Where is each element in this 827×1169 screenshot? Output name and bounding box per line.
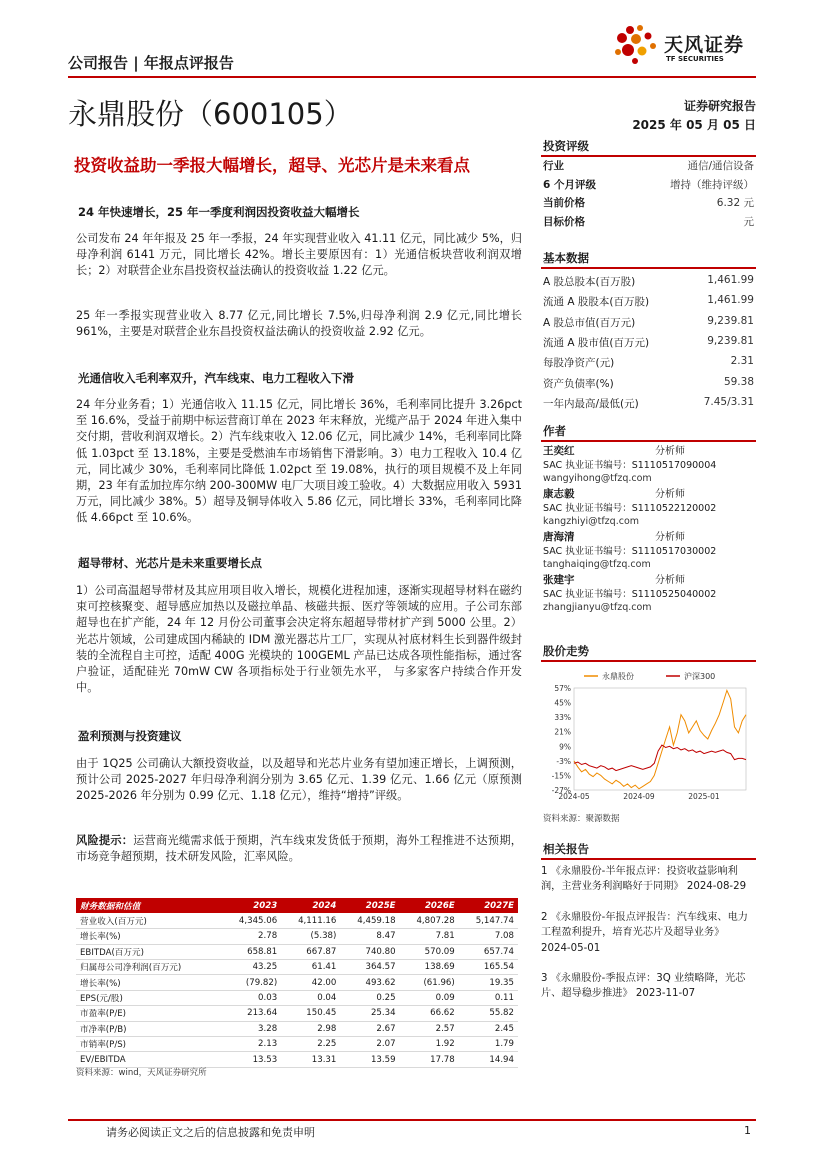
row-label: 营业收入(百万元) bbox=[76, 913, 222, 928]
author-cert: SAC 执业证书编号：S1110525040002 bbox=[543, 588, 717, 600]
report-date: 2025 年 05 月 05 日 bbox=[632, 118, 756, 132]
related-rule bbox=[541, 858, 756, 860]
kv-label: 流通 A 股市值(百万元) bbox=[543, 336, 650, 349]
authors-rule bbox=[541, 440, 756, 442]
kv-label: 行业 bbox=[543, 160, 564, 172]
table-cell: 66.62 bbox=[400, 1006, 459, 1021]
author-email[interactable]: wangyihong@tfzq.com bbox=[543, 473, 652, 484]
table-cell: 8.47 bbox=[340, 929, 399, 944]
kv-value: 7.45/3.31 bbox=[703, 395, 754, 408]
kv-label: 资产负债率(%) bbox=[543, 377, 614, 390]
header-rule bbox=[68, 76, 756, 78]
kv-row bbox=[543, 274, 754, 289]
section-2-title: 光通信收入毛利率双升，汽车线束、电力工程收入下滑 bbox=[78, 371, 354, 385]
related-title: 相关报告 bbox=[543, 842, 589, 856]
table-cell: 657.74 bbox=[459, 944, 518, 959]
table-cell: 0.25 bbox=[340, 990, 399, 1005]
table-cell: 2.45 bbox=[459, 1021, 518, 1036]
year-header: 2027E bbox=[459, 898, 518, 913]
author-cert: SAC 执业证书编号：S1110517090004 bbox=[543, 459, 717, 471]
kv-value: 1,461.99 bbox=[707, 274, 754, 286]
section-3-title: 超导带材、光芯片是未来重要增长点 bbox=[78, 556, 262, 570]
kv-row bbox=[543, 294, 754, 309]
y-tick-label: -3% bbox=[556, 756, 571, 766]
x-tick-label: 2024-05 bbox=[558, 792, 590, 801]
author-name: 康志毅 bbox=[543, 488, 575, 500]
table-cell: 13.59 bbox=[340, 1052, 399, 1067]
row-label: 增长率(%) bbox=[76, 975, 222, 990]
kv-label: 目标价格 bbox=[543, 215, 585, 228]
table-row bbox=[76, 1037, 518, 1052]
table-row bbox=[76, 1021, 518, 1036]
y-tick-label: -15% bbox=[551, 771, 571, 781]
table-cell: 667.87 bbox=[281, 944, 340, 959]
kv-row bbox=[543, 158, 754, 173]
section-4-paragraph-1: 由于 1Q25 公司确认大额投资收益，以及超导和光芯片业务有望加速正增长，上调预测，预计公司 2025-2027 年归母净利润分别为 3.65 亿元、1.39 亿元、1.66 亿元（原预测 2025-2026 年分别为 0.99 亿元、1.18 亿元），维持“增持”评级。 bbox=[76, 757, 522, 803]
author-card bbox=[543, 574, 756, 615]
year-header: 2025E bbox=[340, 898, 399, 913]
author-card bbox=[543, 445, 756, 486]
table-cell: 364.57 bbox=[340, 960, 399, 975]
related-report-3[interactable]: 3 《永鼎股份-季报点评：3Q 业绩略降，光芯片、超导稳步推进》 2023-11-07 bbox=[541, 973, 746, 1000]
table-cell: 493.62 bbox=[340, 975, 399, 990]
basic-data-rule bbox=[541, 267, 756, 269]
footer-disclaimer: 请务必阅读正文之后的信息披露和免责申明 bbox=[106, 1126, 315, 1139]
table-cell: 0.09 bbox=[400, 990, 459, 1005]
legend-label: 沪深300 bbox=[684, 672, 716, 681]
table-cell: 7.08 bbox=[459, 929, 518, 944]
table-cell: 0.04 bbox=[281, 990, 340, 1005]
table-cell: 658.81 bbox=[222, 944, 281, 959]
brand-logo bbox=[608, 22, 758, 72]
rating-title: 投资评级 bbox=[543, 139, 589, 153]
report-type: 公司报告 | 年报点评报告 bbox=[68, 54, 234, 72]
price-trend-chart bbox=[540, 666, 756, 808]
kv-label: 每股净资产(元) bbox=[543, 357, 615, 370]
y-tick-label: -27% bbox=[551, 786, 571, 795]
author-name: 唐海清 bbox=[543, 531, 575, 543]
kv-value: 59.38 bbox=[723, 375, 754, 388]
price-trend-title: 股价走势 bbox=[543, 644, 589, 658]
table-cell: 2.98 bbox=[281, 1021, 340, 1036]
kv-value: 6.32 元 bbox=[716, 197, 754, 209]
table-cell: (61.96) bbox=[400, 975, 459, 990]
table-cell: 13.31 bbox=[281, 1052, 340, 1067]
table-cell: (5.38) bbox=[281, 929, 340, 944]
risk-text: 运营商光缆需求低于预期，汽车线束发货低于预期，海外工程推进不达预期，市场竞争超预期，技术研发风险，汇率风险。 bbox=[76, 834, 522, 864]
kv-label: 当前价格 bbox=[543, 197, 585, 209]
author-name: 王奕红 bbox=[543, 445, 575, 457]
table-cell: 1.92 bbox=[400, 1037, 459, 1052]
table-cell: 165.54 bbox=[459, 960, 518, 975]
author-card bbox=[543, 531, 756, 572]
kv-value: 2.31 bbox=[730, 355, 754, 368]
table-cell: 2.07 bbox=[340, 1037, 399, 1052]
table-source: 资料来源：wind，天风证券研究所 bbox=[76, 1068, 207, 1078]
legend-label: 永鼎股份 bbox=[602, 672, 634, 681]
table-cell: 61.41 bbox=[281, 960, 340, 975]
row-label: 市净率(P/B) bbox=[76, 1021, 222, 1036]
authors-title: 作者 bbox=[543, 424, 566, 438]
table-row bbox=[76, 975, 518, 990]
headline: 投资收益助一季报大幅增长，超导、光芯片是未来看点 bbox=[74, 156, 470, 175]
table-cell: 55.82 bbox=[459, 1006, 518, 1021]
row-label: 市销率(P/S) bbox=[76, 1037, 222, 1052]
y-tick-label: 57% bbox=[554, 684, 571, 693]
table-row bbox=[76, 913, 518, 928]
table-row bbox=[76, 1006, 518, 1021]
year-header: 2026E bbox=[400, 898, 459, 913]
row-label: EPS(元/股) bbox=[76, 990, 222, 1005]
basic-data-title: 基本数据 bbox=[543, 251, 589, 265]
author-card bbox=[543, 488, 756, 529]
table-cell: 4,345.06 bbox=[222, 913, 281, 928]
table-row bbox=[76, 929, 518, 944]
footer-rule bbox=[68, 1119, 756, 1121]
risk-label: 风险提示： bbox=[76, 834, 134, 847]
table-cell: 570.09 bbox=[400, 944, 459, 959]
kv-row bbox=[543, 315, 754, 330]
table-cell: 2.78 bbox=[222, 929, 281, 944]
financial-table bbox=[76, 898, 518, 1068]
table-cell: (79.82) bbox=[222, 975, 281, 990]
kv-row bbox=[543, 396, 754, 411]
table-title: 财务数据和估值 bbox=[76, 898, 222, 913]
row-label: EV/EBITDA bbox=[76, 1052, 222, 1067]
table-cell: 2.67 bbox=[340, 1021, 399, 1036]
y-tick-label: 33% bbox=[554, 713, 571, 723]
table-cell: 13.53 bbox=[222, 1052, 281, 1067]
author-name: 张建宇 bbox=[543, 574, 575, 586]
kv-label: A 股总市值(百万元) bbox=[543, 316, 636, 329]
author-role: 分析师 bbox=[655, 446, 685, 457]
table-header-row bbox=[76, 898, 518, 913]
kv-value: 增持（维持评级） bbox=[670, 178, 754, 191]
kv-row bbox=[543, 335, 754, 350]
brand-en: TF SECURITIES bbox=[666, 55, 724, 63]
author-cert: SAC 执业证书编号：S1110517030002 bbox=[543, 545, 717, 557]
report-label: 证券研究报告 bbox=[683, 99, 756, 113]
kv-value: 元 bbox=[743, 215, 754, 228]
row-label: 归属母公司净利润(百万元) bbox=[76, 960, 222, 975]
author-email[interactable]: kangzhiyi@tfzq.com bbox=[543, 516, 640, 527]
table-cell: 2.13 bbox=[222, 1037, 281, 1052]
kv-value: 9,239.81 bbox=[707, 314, 754, 327]
table-row bbox=[76, 944, 518, 959]
author-role: 分析师 bbox=[655, 489, 685, 500]
row-label: EBITDA(百万元) bbox=[76, 944, 222, 959]
author-email[interactable]: zhangjianyu@tfzq.com bbox=[543, 602, 652, 613]
table-cell: 150.45 bbox=[281, 1006, 340, 1021]
page-number: 1 bbox=[744, 1124, 751, 1137]
table-cell: 19.35 bbox=[459, 975, 518, 990]
table-cell: 740.80 bbox=[340, 944, 399, 959]
x-tick-label: 2025-01 bbox=[688, 792, 720, 801]
kv-label: 一年内最高/最低(元) bbox=[543, 397, 639, 410]
kv-label: 6 个月评级 bbox=[543, 178, 596, 191]
table-cell: 43.25 bbox=[222, 960, 281, 975]
table-row bbox=[76, 960, 518, 975]
y-tick-label: 45% bbox=[554, 698, 571, 708]
section-2-paragraph-1: 24 年分业务看；1）光通信收入 11.15 亿元，同比增长 36%，毛利率同比提升 3.26pct 至 16.6%，受益于前期中标运营商订单在 2023 年末释放，光缆产品于 2024 年进入集中交付期，营收利润双增长。2）汽车线束收入 12.06 亿元，同比减少 14%，毛利率同比降低 1.03pct 至 13.18%，主要是受燃油车市场销售下滑影响。3）电力工程收入 10.4 亿元，同比减少 30%，毛利率同比降低 1.02pct 至 19.08%，执行的项目规模不及上年同期，23 年有孟加拉库尔纳 200-300MW 电厂大项目竣工验收。4）大数据应用收入 5931 万元，同比减少 38%。5）超导及铜导体收入 5.86 亿元，同比增长 33%，毛利率同比降低 4.66pct 至 10.6%。 bbox=[76, 398, 522, 525]
x-tick-label: 2024-09 bbox=[623, 792, 655, 801]
row-label: 市盈率(P/E) bbox=[76, 1006, 222, 1021]
section-1-paragraph-2: 25 年一季报实现营业收入 8.77 亿元,同比增长 7.5%,归母净利润 2.9 亿元,同比增长 961%，主要是对联营企业东昌投资权益法确认的投资收益 2.92 亿元。 bbox=[76, 309, 522, 339]
table-cell: 0.11 bbox=[459, 990, 518, 1005]
year-header: 2024 bbox=[281, 898, 340, 913]
table-cell: 3.28 bbox=[222, 1021, 281, 1036]
table-cell: 2.57 bbox=[400, 1021, 459, 1036]
kv-label: 流通 A 股股本(百万股) bbox=[543, 296, 650, 309]
table-cell: 213.64 bbox=[222, 1006, 281, 1021]
kv-value: 9,239.81 bbox=[707, 334, 754, 347]
related-report-2[interactable]: 2 《永鼎股份-年报点评报告：汽车线束、电力工程盈利提升，培育光芯片及超导业务》 2024-05-01 bbox=[541, 912, 748, 954]
table-cell: 42.00 bbox=[281, 975, 340, 990]
table-row bbox=[76, 1052, 518, 1067]
table-cell: 2.25 bbox=[281, 1037, 340, 1052]
rating-rule bbox=[541, 155, 756, 157]
author-role: 分析师 bbox=[655, 575, 685, 586]
kv-label: A 股总股本(百万股) bbox=[543, 276, 636, 288]
table-cell: 25.34 bbox=[340, 1006, 399, 1021]
table-cell: 17.78 bbox=[400, 1052, 459, 1067]
kv-value: 通信/通信设备 bbox=[687, 160, 754, 172]
table-cell: 138.69 bbox=[400, 960, 459, 975]
brand-mark-icon bbox=[608, 22, 664, 66]
section-3-paragraph-1: 1）公司高温超导带材及其应用项目收入增长，规模化进程加速，逐渐实现超导材料在磁约束可控核聚变、超导感应加热以及磁拉单晶、核磁共振、医疗等领域的应用。子公司东部超导也在扩产能，24 年 12 月份公司董事会决定将东超超导带材扩产到 5000 公里。2）光芯片领域，公司建成国内稀缺的 IDM 激光器芯片工厂，实现从衬底材料生长到器件级封装的全流程自主可控，适配 400G 光模块的 100GEML 产品已达成各项性能指标，通过客户验证，适配硅光 70mW CW 各项指标处于行业领先水平， 与多家客户持续合作开发中。 bbox=[76, 584, 522, 695]
year-header: 2023 bbox=[222, 898, 281, 913]
related-report-1[interactable]: 1 《永鼎股份-半年报点评：投资收益影响利润，主营业务利润略好于同期》 2024-08-29 bbox=[541, 866, 747, 893]
table-cell: 4,459.18 bbox=[340, 913, 399, 928]
section-4-title: 盈利预测与投资建议 bbox=[78, 729, 182, 743]
table-cell: 0.03 bbox=[222, 990, 281, 1005]
table-cell: 7.81 bbox=[400, 929, 459, 944]
company-title: 永鼎股份（600105） bbox=[68, 97, 353, 131]
author-role: 分析师 bbox=[655, 532, 685, 543]
kv-value: 1,461.99 bbox=[707, 294, 754, 307]
table-cell: 1.79 bbox=[459, 1037, 518, 1052]
brand-name: 天风证券 bbox=[664, 34, 745, 56]
y-tick-label: 21% bbox=[554, 727, 571, 737]
y-tick-label: 9% bbox=[559, 742, 571, 752]
row-label: 增长率(%) bbox=[76, 929, 222, 944]
kv-row bbox=[543, 214, 754, 229]
table-cell: 5,147.74 bbox=[459, 913, 518, 928]
table-cell: 14.94 bbox=[459, 1052, 518, 1067]
author-cert: SAC 执业证书编号：S1110522120002 bbox=[543, 502, 717, 514]
table-cell: 4,111.16 bbox=[281, 913, 340, 928]
series-line bbox=[574, 690, 746, 788]
kv-row bbox=[543, 195, 754, 210]
kv-row bbox=[543, 355, 754, 370]
chart-source: 资料来源：聚源数据 bbox=[543, 814, 620, 824]
kv-row bbox=[543, 177, 754, 192]
author-email[interactable]: tanghaiqing@tfzq.com bbox=[543, 559, 651, 570]
risk-warning bbox=[76, 833, 522, 865]
table-cell: 4,807.28 bbox=[400, 913, 459, 928]
section-1-paragraph-1: 公司发布 24 年年报及 25 年一季报，24 年实现营业收入 41.11 亿元，同比减少 5%，归母净利润 6141 万元，同比增长 42%。增长主要原因有：1）光通信板块营收利润双增长；2）对联营企业东昌投资权益法确认的投资收益 1.22 亿元。 bbox=[76, 232, 522, 278]
price-trend-rule bbox=[541, 660, 756, 662]
kv-row bbox=[543, 376, 754, 391]
table-row bbox=[76, 990, 518, 1005]
section-1-title: 24 年快速增长，25 年一季度利润因投资收益大幅增长 bbox=[78, 205, 360, 219]
